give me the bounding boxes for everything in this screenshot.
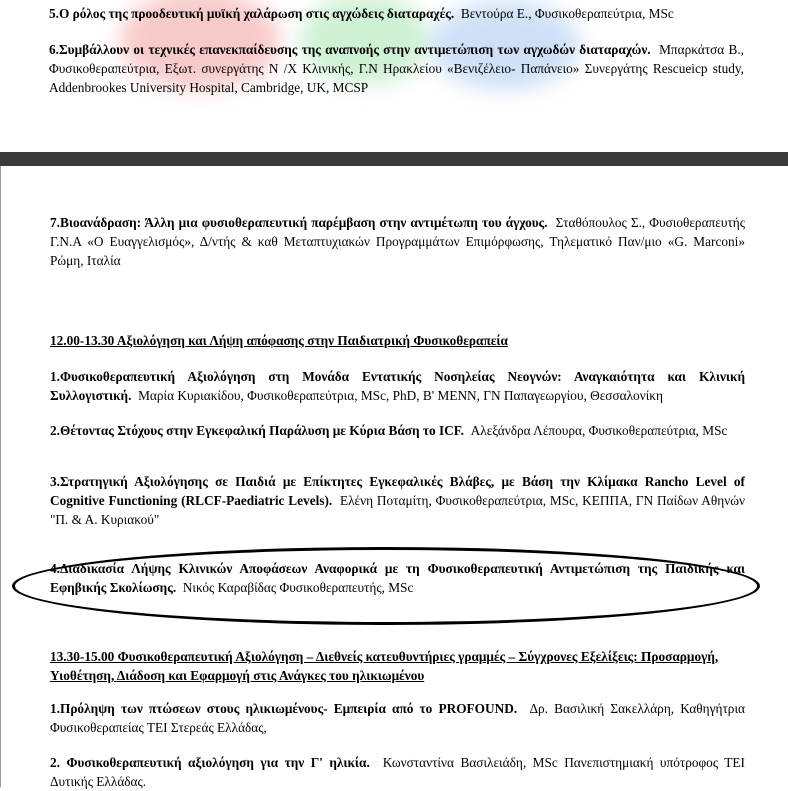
talk-title: 1.Πρόληψη των πτώσεων στους ηλικιωμένους- Εμπειρία από το PROFOUND.	[50, 701, 518, 716]
talk-title: 1.Φυσικοθεραπευτική Αξιολόγηση στη Μονάδα Εντατικής Νοσηλείας Νεογνών: Αναγκαιότητα και Κλινική Συλλογιστική.	[50, 369, 745, 403]
talk-title: 6.Συμβάλλουν οι τεχνικές επανεκπαίδευσης της αναπνοής στην αντιμετώπιση των αγχωδών διαταραχών.	[49, 42, 651, 57]
talk-authors: Μαρία Κυριακίδου, Φυσικοθεραπεύτρια, MSc, PhD, Β' ΜΕΝΝ, ΓΝ Παπαγεωργίου, Θεσσαλονίκη	[138, 388, 663, 403]
talk-item-highlighted	[50, 559, 745, 597]
talk-item	[50, 472, 745, 529]
talk-title: 4.Διαδικασία Λήψης Κλινικών Αποφάσεων Αναφορικά με τη Φυσικοθεραπευτική Αντιμετώπιση της Παιδικής και Εφηβικής Σκολίωσης.	[50, 561, 745, 595]
talk-item-5	[49, 4, 744, 23]
talk-authors: Βεντούρα Ε., Φυσικοθεραπεύτρια, MSc	[460, 6, 674, 21]
talk-title: 2.Θέτοντας Στόχους στην Εγκεφαλική Παράλυση με Κύρια Βάση το ICF.	[50, 423, 465, 438]
talk-authors: Ελένη Ποταμίτη, Φυσικοθεραπεύτρια, MSc, ΚΕΠΠΑ, ΓΝ Παίδων Αθηνών "Π. & Α. Κυριακού"	[50, 493, 745, 527]
page-separator	[0, 152, 788, 166]
talk-authors: Κωνσταντίνα Βασιλειάδη, MSc Πανεπιστημιακή υπότροφος ΤΕΙ Δυτικής Ελλάδας.	[50, 755, 745, 789]
document-page-1	[0, 0, 788, 152]
talk-item	[50, 367, 745, 405]
talk-authors: Σταθόπουλος Σ., Φυσιοθεραπευτής Γ.Ν.Α «Ο Ευαγγελισμός», Δ/ντής & καθ Μεταπτυχιακών Προγραμμάτων Επιμόρφωσης, Τηλεματικό Παν/μιο «G. Marconi» Ρώμη, Ιταλία	[50, 215, 745, 268]
talk-title: 3.Στρατηγική Αξιολόγησης σε Παιδιά με Επίκτητες Εγκεφαλικές Βλάβες, με Βάση την Κλίμακα Rancho Level of Cognitive Functioning (RLCF-Paediatric Levels).	[50, 474, 745, 508]
talk-authors: Δρ. Βασιλική Σακελλάρη, Καθηγήτρια Φυσικοθεραπείας ΤΕΙ Στερεάς Ελλάδας,	[50, 701, 745, 735]
talk-item	[50, 699, 745, 737]
talk-authors: Νικός Καραβίδας Φυσικοθεραπευτής, MSc	[182, 580, 414, 595]
session-heading: 12.00-13.30 Αξιολόγηση και Λήψη απόφασης στην Παιδιατρική Φυσικοθεραπεία	[50, 333, 508, 348]
talk-title: 2. Φυσικοθεραπευτική αξιολόγηση για την Γ' ηλικία.	[50, 755, 370, 770]
document-page-2	[0, 166, 788, 787]
talk-authors: Μπαρκάτσα Β., Φυσικοθεραπεύτρια, Εξωτ. συνεργάτης Ν /Χ Κλινικής, Γ.Ν Ηρακλείου «Βενιζέλειο- Παπάνειο» Συνεργάτης Rescueicp study, Addenbrookes University Hospital, Cambridge, UK, MCSP	[49, 42, 744, 95]
talk-item-7	[50, 213, 745, 270]
talk-item	[50, 421, 745, 440]
talk-item-6	[49, 40, 744, 97]
talk-item	[50, 753, 745, 791]
session-heading: 13.30-15.00 Φυσικοθεραπευτική Αξιολόγηση – Διεθνείς κατευθυντήριες γραμμές – Σύγχρονες Εξελίξεις: Προσαρμογή, Υιοθέτηση, Διάδοση και Εφαρμογή στις Ανάγκες του ηλικιωμένου	[50, 649, 719, 683]
talk-title: 5.Ο ρόλος της προοδευτική μυϊκή χαλάρωση στις αγχώδεις διαταραχές.	[49, 6, 455, 21]
talk-title: 7.Βιοανάδραση: Άλλη μια φυσιοθεραπευτική παρέμβαση στην αντιμέτωπη του άγχους.	[50, 215, 548, 230]
talk-authors: Αλεξάνδρα Λέπουρα, Φυσικοθεραπεύτρια, MSc	[470, 423, 728, 438]
